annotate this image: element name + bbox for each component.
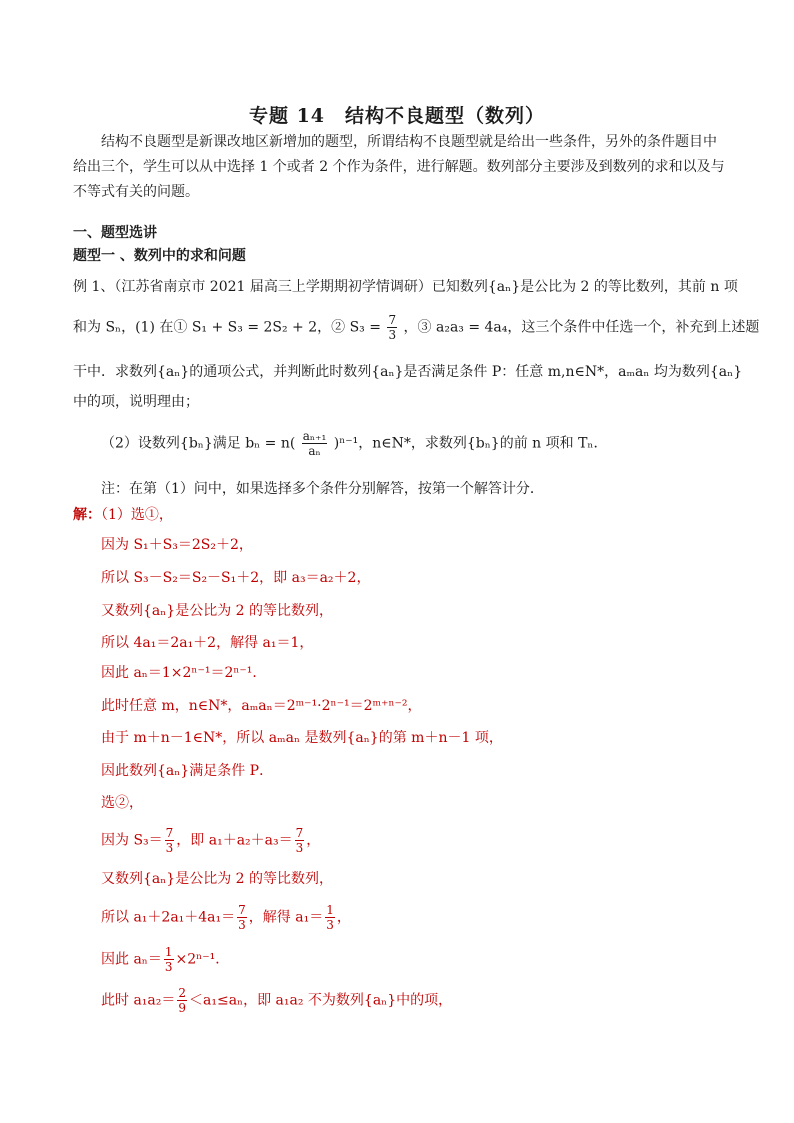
- frac-num: 7: [165, 826, 174, 840]
- fraction-2-9: [177, 986, 187, 1015]
- frac-num: 7: [238, 903, 246, 917]
- fraction-a-ratio: [302, 429, 328, 458]
- solution-line-1-text: （1）选①，: [101, 507, 173, 523]
- solution-line-14: [101, 945, 229, 974]
- solution-line-11: [101, 826, 320, 855]
- solution-line-8: 由于 m＋n－1∈N*，所以 aₘaₙ 是数列{aₙ}的第 m＋n－1 项，: [101, 730, 503, 746]
- l13-mid: ，解得 a₁＝: [248, 909, 324, 926]
- frac-den: 3: [295, 841, 304, 855]
- example-line-5-post: )ⁿ⁻¹，n∈N*，求数列{bₙ}的前 n 项和 Tₙ．: [333, 435, 608, 452]
- fraction-7-3: [387, 313, 397, 342]
- intro-line-3: 不等式有关的问题。: [73, 184, 199, 200]
- l13-post: ，: [336, 909, 351, 926]
- l13-pre: 所以 a₁＋2a₁＋4a₁＝: [101, 909, 236, 926]
- solution-line-1: [73, 504, 173, 526]
- solution-line-13: [101, 903, 351, 932]
- solution-line-5: 所以 4a₁＝2a₁＋2，解得 a₁＝1，: [101, 635, 314, 651]
- example-line-5: [101, 429, 607, 458]
- example-line-3: 干中．求数列{aₙ}的通项公式，并判断此时数列{aₙ}是否满足条件 P：任意 m,n∈N*，aₘaₙ 均为数列{aₙ}: [73, 364, 743, 380]
- type-heading: 题型一 、数列中的求和问题: [73, 248, 246, 264]
- l15-pre: 此时 a₁a₂＝: [101, 992, 176, 1009]
- page-title: 专题 14 结构不良题型（数列）: [248, 105, 546, 127]
- example-note: 注：在第（1）问中，如果选择多个条件分别解答，按第一个解答计分．: [101, 481, 544, 497]
- example-line-1: 例 1、（江苏省南京市 2021 届高三上学期期初学情调研）已知数列{aₙ}是公比为 2 的等比数列，其前 n 项: [73, 279, 738, 295]
- solution-line-7: 此时任意 m，n∈N*，aₘaₙ＝2ᵐ⁻¹·2ⁿ⁻¹＝2ᵐ⁺ⁿ⁻²，: [101, 698, 422, 714]
- solution-line-3: 所以 S₃－S₂＝S₂－S₁＋2，即 a₃＝a₂＋2，: [101, 570, 371, 586]
- example-line-2-post: ，③ a₂a₃ = 4a₄，这三个条件中任选一个，补充到上述题: [403, 319, 760, 336]
- section-heading: 一、题型选讲: [73, 225, 157, 241]
- solution-line-15: [101, 986, 452, 1015]
- frac-den: aₙ: [308, 444, 321, 458]
- frac-den: 3: [165, 841, 174, 855]
- fraction-7-3: [237, 903, 247, 932]
- solution-line-10: 选②，: [101, 795, 143, 811]
- intro-line-2: 给出三个，学生可以从中选择 1 个或者 2 个作为条件，进行解题。数列部分主要涉及到数列的求和以及与: [73, 159, 725, 175]
- l11-pre: 因为 S₃＝: [101, 832, 163, 849]
- solution-label: 解：: [73, 507, 101, 523]
- frac-num: 7: [388, 313, 397, 327]
- frac-num: 7: [295, 826, 304, 840]
- frac-den: 3: [388, 328, 397, 342]
- solution-line-4: 又数列{aₙ}是公比为 2 的等比数列，: [101, 603, 334, 619]
- example-line-5-pre: （2）设数列{bₙ}满足 bₙ = n(: [101, 435, 296, 452]
- l14-pre: 因此 aₙ＝: [101, 951, 162, 968]
- solution-line-6: 因此 aₙ＝1×2ⁿ⁻¹＝2ⁿ⁻¹．: [101, 665, 267, 681]
- l14-post: ×2ⁿ⁻¹．: [175, 951, 230, 968]
- frac-den: 3: [238, 918, 246, 932]
- frac-den: 9: [178, 1001, 187, 1015]
- intro-line-1: 结构不良题型是新课改地区新增加的题型，所谓结构不良题型就是给出一些条件，另外的条件题目中: [101, 134, 717, 150]
- solution-line-12: 又数列{aₙ}是公比为 2 的等比数列，: [101, 871, 334, 887]
- example-line-2: [73, 313, 759, 342]
- frac-num: 1: [164, 945, 173, 959]
- frac-num: aₙ₊₁: [302, 429, 327, 443]
- frac-num: 2: [178, 986, 187, 1000]
- l15-post: ＜a₁≤aₙ，即 a₁a₂ 不为数列{aₙ}中的项，: [189, 992, 453, 1009]
- example-line-2-pre: 和为 Sₙ，(1) 在① S₁ + S₃ = 2S₂ + 2，② S₃ =: [73, 319, 381, 336]
- fraction-1-3: [164, 945, 174, 974]
- frac-num: 1: [326, 903, 334, 917]
- l11-post: ，: [306, 832, 321, 849]
- frac-den: 3: [164, 960, 173, 974]
- fraction-7-3: [165, 826, 175, 855]
- fraction-1-3: [325, 903, 335, 932]
- solution-line-9: 因此数列{aₙ}满足条件 P．: [101, 763, 274, 779]
- frac-den: 3: [326, 918, 334, 932]
- example-line-4: 中的项，说明理由；: [73, 394, 199, 410]
- l11-mid: ，即 a₁＋a₂＋a₃＝: [176, 832, 293, 849]
- fraction-7-3: [295, 826, 305, 855]
- solution-line-2: 因为 S₁＋S₃＝2S₂＋2，: [101, 537, 253, 553]
